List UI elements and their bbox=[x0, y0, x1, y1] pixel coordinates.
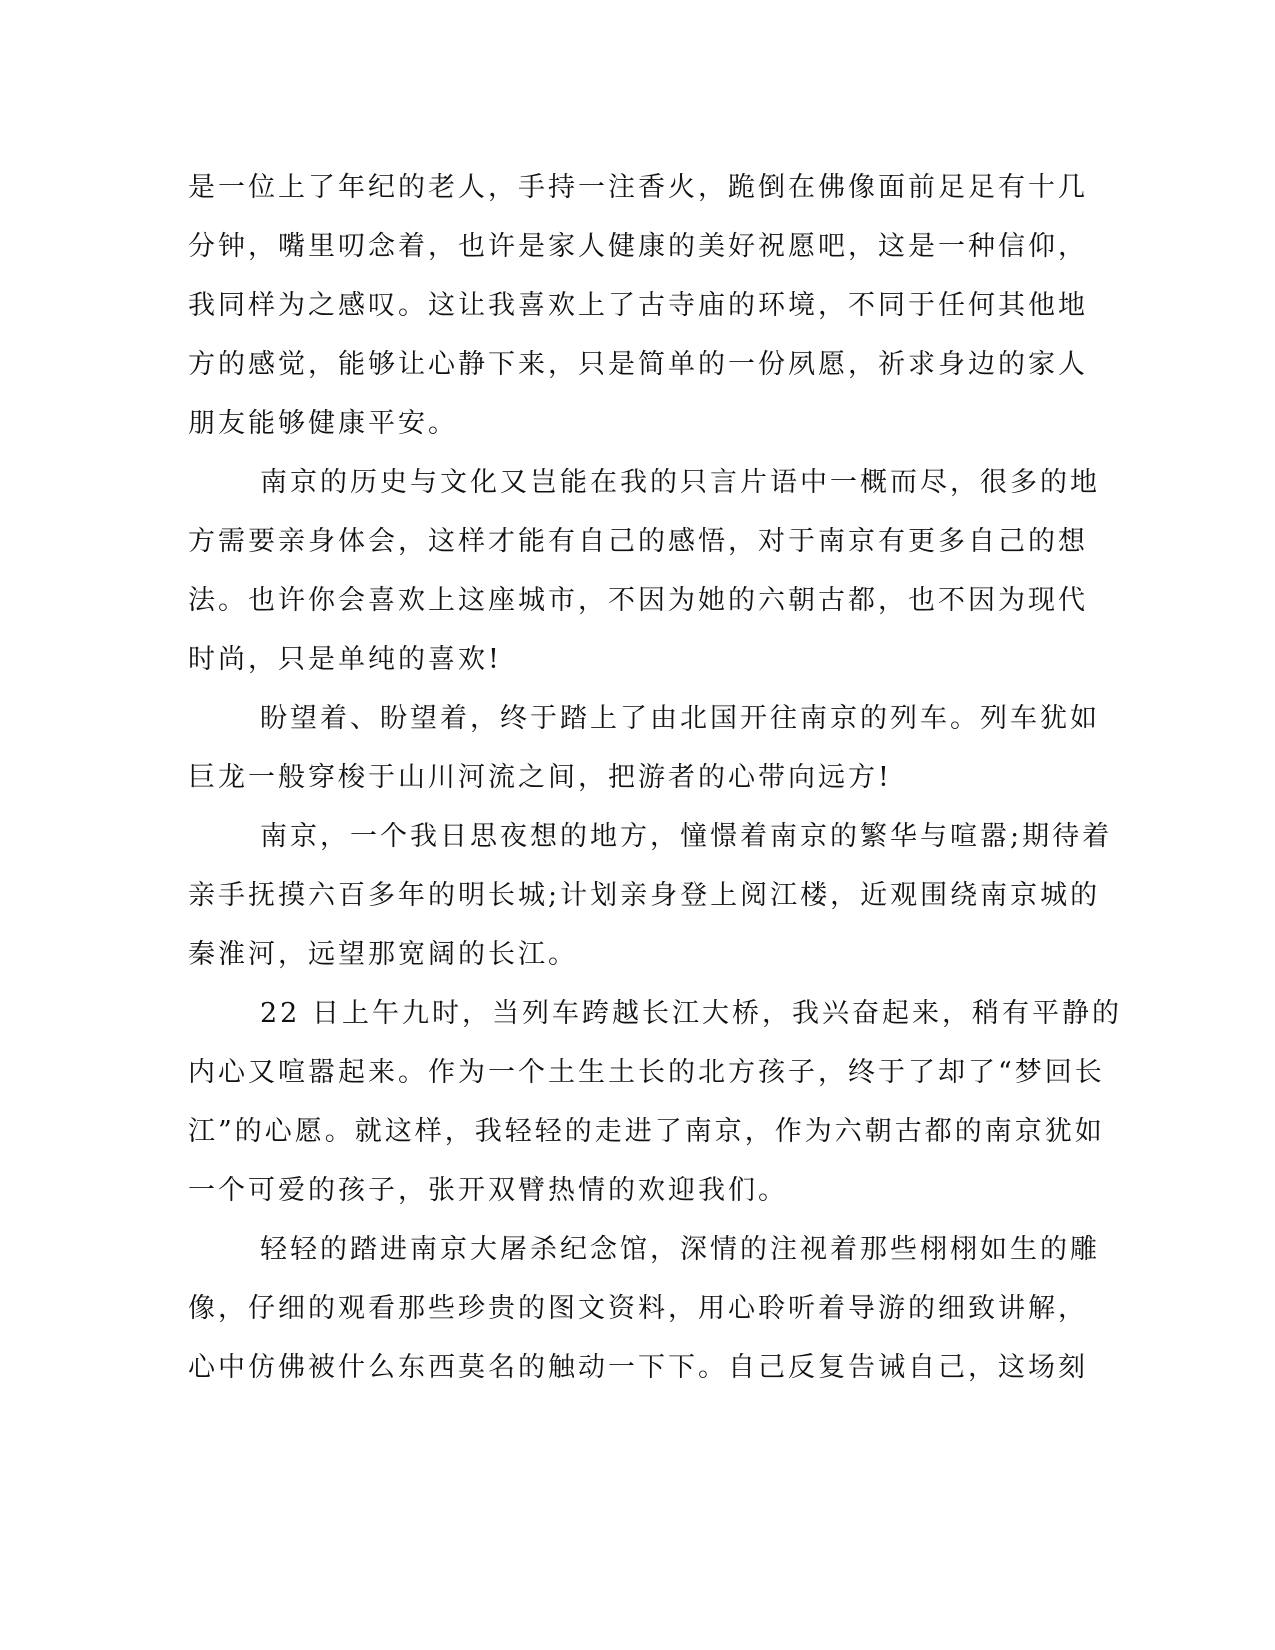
text-line: 方需要亲身体会，这样才能有自己的感悟，对于南京有更多自己的想 bbox=[188, 526, 1088, 557]
text-line: 像，仔细的观看那些珍贵的图文资料，用心聆听着导游的细致讲解， bbox=[188, 1293, 1088, 1324]
text-line: 分钟，嘴里叨念着，也许是家人健康的美好祝愿吧，这是一种信仰， bbox=[188, 231, 1088, 262]
text-line: 一个可爱的孩子，张开双臂热情的欢迎我们。 bbox=[188, 1175, 788, 1206]
text-line: 亲手抚摸六百多年的明长城;计划亲身登上阅江楼，近观围绕南京城的 bbox=[188, 880, 1101, 911]
text-line: 时尚，只是单纯的喜欢! bbox=[188, 644, 502, 675]
paragraph bbox=[188, 453, 1100, 689]
paragraph bbox=[188, 807, 1113, 984]
text-line: 22 日上午九时，当列车跨越长江大桥，我兴奋起来，稍有平静的 bbox=[260, 998, 1122, 1029]
document-body bbox=[188, 158, 1122, 1397]
text-line: 盼望着、盼望着，终于踏上了由北国开往南京的列车。列车犹如 bbox=[260, 703, 1100, 734]
text-line: 南京，一个我日思夜想的地方，憧憬着南京的繁华与喧嚣;期待着 bbox=[260, 821, 1113, 852]
text-line: 心中仿佛被什么东西莫名的触动一下下。自己反复告诫自己，这场刻 bbox=[188, 1352, 1088, 1383]
text-line: 是一位上了年纪的老人，手持一注香火，跪倒在佛像面前足足有十几 bbox=[188, 172, 1088, 203]
paragraph bbox=[188, 1220, 1100, 1397]
text-line: 方的感觉，能够让心静下来，只是简单的一份夙愿，祈求身边的家人 bbox=[188, 349, 1088, 380]
text-line: 法。也许你会喜欢上这座城市，不因为她的六朝古都，也不因为现代 bbox=[188, 585, 1088, 616]
text-line: 秦淮河，远望那宽阔的长江。 bbox=[188, 939, 578, 970]
paragraph bbox=[188, 984, 1122, 1220]
text-line: 南京的历史与文化又岂能在我的只言片语中一概而尽，很多的地 bbox=[260, 467, 1100, 498]
text-line: 巨龙一般穿梭于山川河流之间，把游者的心带向远方! bbox=[188, 762, 892, 793]
paragraph bbox=[188, 158, 1088, 453]
text-line: 江”的心愿。就这样，我轻轻的走进了南京，作为六朝古都的南京犹如 bbox=[188, 1116, 1105, 1147]
text-line: 我同样为之感叹。这让我喜欢上了古寺庙的环境，不同于任何其他地 bbox=[188, 290, 1088, 321]
text-line: 轻轻的踏进南京大屠杀纪念馆，深情的注视着那些栩栩如生的雕 bbox=[260, 1234, 1100, 1265]
text-line: 朋友能够健康平安。 bbox=[188, 408, 458, 439]
text-line: 内心又喧嚣起来。作为一个土生土长的北方孩子，终于了却了“梦回长 bbox=[188, 1057, 1105, 1088]
paragraph bbox=[188, 689, 1100, 807]
